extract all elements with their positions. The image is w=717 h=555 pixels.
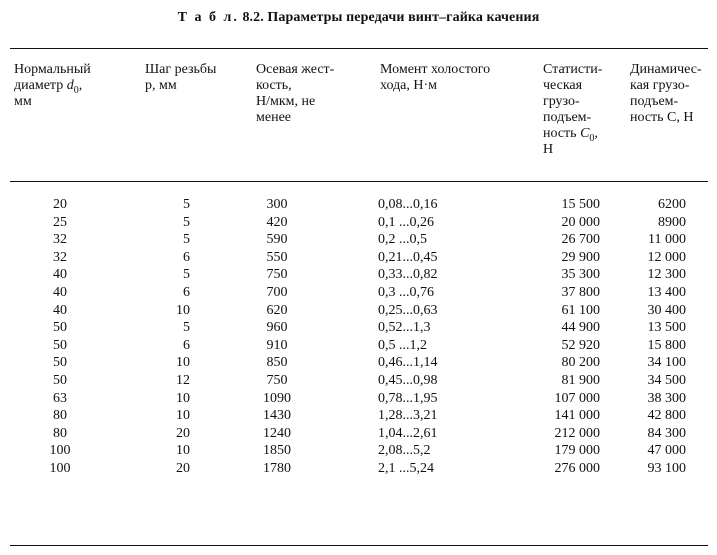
cell-pitch: 10	[176, 408, 190, 424]
header-line: Статисти-	[543, 62, 603, 77]
cell-static-capacity: 80 200	[561, 355, 600, 371]
cell-pitch: 5	[183, 267, 190, 283]
cell-static-capacity: 35 300	[561, 267, 600, 283]
header-subscript: 0	[589, 133, 595, 144]
header-static-capacity	[543, 62, 623, 158]
cell-diameter: 25	[53, 214, 67, 230]
cell-stiffness: 1780	[263, 460, 291, 476]
header-line: кость,	[256, 78, 292, 93]
cell-stiffness: 1240	[263, 425, 291, 441]
table-row	[0, 337, 717, 355]
header-line	[543, 126, 623, 142]
table-title-text: 8.2. Параметры передачи винт–гайка качения	[242, 10, 540, 25]
header-text: ,	[594, 126, 598, 141]
table-row	[0, 425, 717, 443]
header-dynamic-capacity	[630, 62, 712, 126]
header-line: мм	[14, 94, 32, 109]
cell-pitch: 5	[183, 320, 190, 336]
cell-idle-torque: 0,2 ...0,5	[378, 232, 427, 248]
cell-stiffness: 1090	[263, 390, 291, 406]
cell-static-capacity: 15 500	[561, 197, 600, 212]
cell-dynamic-capacity: 15 800	[647, 337, 686, 353]
header-rule	[10, 181, 708, 182]
cell-dynamic-capacity: 13 400	[647, 284, 686, 300]
cell-static-capacity: 61 100	[561, 302, 600, 318]
cell-static-capacity: 20 000	[561, 214, 600, 230]
cell-stiffness: 550	[266, 249, 288, 265]
cell-diameter: 80	[53, 425, 67, 441]
cell-diameter: 40	[53, 302, 67, 318]
cell-pitch: 10	[176, 443, 190, 459]
header-line: Динамичес-	[630, 62, 702, 77]
cell-idle-torque: 0,1 ...0,26	[378, 214, 434, 230]
table-row	[0, 390, 717, 408]
header-line: Момент холостого	[380, 62, 491, 77]
cell-diameter: 40	[53, 284, 67, 300]
cell-static-capacity: 212 000	[554, 425, 600, 441]
cell-diameter: 50	[53, 337, 67, 353]
cell-static-capacity: 26 700	[561, 232, 600, 248]
header-axial-stiffness	[256, 62, 366, 126]
cell-stiffness: 700	[266, 284, 288, 300]
cell-dynamic-capacity: 34 500	[647, 372, 686, 388]
cell-dynamic-capacity: 47 000	[647, 443, 686, 459]
table-row	[0, 319, 717, 337]
table-row	[0, 460, 717, 478]
cell-dynamic-capacity: 8900	[658, 214, 686, 230]
cell-dynamic-capacity: 38 300	[647, 390, 686, 406]
cell-dynamic-capacity: 34 100	[647, 355, 686, 371]
header-thread-pitch	[145, 62, 245, 94]
table-row	[0, 407, 717, 425]
cell-stiffness: 910	[266, 337, 288, 353]
table-row	[0, 442, 717, 460]
cell-dynamic-capacity: 11 000	[648, 232, 686, 248]
cell-pitch: 6	[183, 284, 190, 300]
table-row	[0, 196, 717, 214]
cell-stiffness: 750	[266, 372, 288, 388]
cell-static-capacity: 29 900	[561, 249, 600, 265]
table-row	[0, 354, 717, 372]
cell-static-capacity: 276 000	[554, 460, 600, 476]
cell-dynamic-capacity: 13 500	[647, 320, 686, 336]
cell-pitch: 10	[176, 390, 190, 406]
table-row	[0, 372, 717, 390]
cell-idle-torque: 0,45...0,98	[378, 372, 438, 388]
cell-pitch: 20	[176, 425, 190, 441]
header-symbol: C	[580, 126, 590, 141]
cell-idle-torque: 2,1 ...5,24	[378, 460, 434, 476]
cell-idle-torque: 0,5 ...1,2	[378, 337, 427, 353]
cell-idle-torque: 0,33...0,82	[378, 267, 438, 283]
cell-pitch: 5	[183, 197, 190, 212]
header-line: Н	[543, 142, 554, 157]
cell-pitch: 20	[176, 460, 190, 476]
cell-diameter: 32	[53, 249, 67, 265]
cell-pitch: 5	[183, 232, 190, 248]
cell-diameter: 40	[53, 267, 67, 283]
cell-stiffness: 1850	[263, 443, 291, 459]
cell-dynamic-capacity: 42 800	[647, 408, 686, 424]
header-line: ческая	[543, 78, 583, 93]
cell-pitch: 6	[183, 337, 190, 353]
cell-stiffness: 750	[266, 267, 288, 283]
cell-diameter: 50	[53, 355, 67, 371]
cell-pitch: 6	[183, 249, 190, 265]
cell-diameter: 50	[53, 372, 67, 388]
cell-pitch: 10	[176, 355, 190, 371]
cell-idle-torque: 0,52...1,3	[378, 320, 431, 336]
header-line: хода, Н·м	[380, 78, 438, 93]
table-body	[0, 196, 717, 478]
header-symbol: d	[66, 78, 74, 93]
table-title	[0, 10, 717, 26]
header-line: подъем-	[543, 110, 592, 125]
header-line: Н/мкм, не	[256, 94, 316, 109]
header-line: Осевая жест-	[256, 62, 335, 77]
cell-stiffness: 590	[266, 232, 288, 248]
header-line: p, мм	[145, 78, 177, 93]
header-idle-torque	[380, 62, 530, 94]
header-text: диаметр	[14, 78, 64, 93]
cell-idle-torque: 0,46...1,14	[378, 355, 438, 371]
cell-pitch: 10	[176, 302, 190, 318]
cell-dynamic-capacity: 12 000	[647, 249, 686, 265]
header-line: Нормальный	[14, 62, 91, 77]
header-text: ность	[543, 126, 577, 141]
cell-diameter: 100	[49, 460, 71, 476]
cell-diameter: 50	[53, 320, 67, 336]
cell-pitch: 12	[176, 372, 190, 388]
cell-static-capacity: 141 000	[554, 408, 600, 424]
top-rule	[10, 48, 708, 49]
header-line	[14, 78, 136, 94]
bottom-rule	[10, 545, 708, 546]
table-row	[0, 302, 717, 320]
cell-idle-torque: 0,78...1,95	[378, 390, 438, 406]
cell-idle-torque: 1,04...2,61	[378, 425, 438, 441]
cell-static-capacity: 52 920	[561, 337, 600, 353]
cell-idle-torque: 0,25...0,63	[378, 302, 438, 318]
cell-idle-torque: 1,28...3,21	[378, 408, 438, 424]
cell-pitch: 5	[183, 214, 190, 230]
cell-static-capacity: 81 900	[561, 372, 600, 388]
cell-stiffness: 620	[266, 302, 288, 318]
table-row	[0, 249, 717, 267]
cell-stiffness: 420	[266, 214, 288, 230]
cell-dynamic-capacity: 12 300	[647, 267, 686, 283]
header-line: кая грузо-	[630, 78, 690, 93]
header-line: грузо-	[543, 94, 580, 109]
header-text: ,	[78, 78, 83, 93]
cell-idle-torque: 0,3 ...0,76	[378, 284, 434, 300]
table-row	[0, 231, 717, 249]
cell-dynamic-capacity: 30 400	[647, 302, 686, 318]
cell-diameter: 63	[53, 390, 67, 406]
header-line: подъем-	[630, 94, 679, 109]
cell-stiffness: 960	[266, 320, 288, 336]
cell-static-capacity: 107 000	[554, 390, 600, 406]
cell-diameter: 100	[49, 443, 71, 459]
cell-idle-torque: 0,08...0,16	[378, 197, 438, 212]
table-row	[0, 214, 717, 232]
cell-stiffness: 300	[266, 197, 288, 212]
table-row	[0, 266, 717, 284]
cell-dynamic-capacity: 6200	[658, 197, 686, 212]
header-nominal-diameter	[14, 62, 136, 110]
cell-diameter: 80	[53, 408, 67, 424]
cell-dynamic-capacity: 93 100	[647, 460, 686, 476]
table-row	[0, 284, 717, 302]
cell-stiffness: 850	[266, 355, 288, 371]
header-line: менее	[256, 110, 291, 125]
header-line: ность C, Н	[630, 110, 694, 125]
cell-dynamic-capacity: 84 300	[647, 425, 686, 441]
cell-static-capacity: 37 800	[561, 284, 600, 300]
cell-diameter: 20	[53, 197, 67, 212]
header-subscript: 0	[73, 85, 79, 96]
cell-stiffness: 1430	[263, 408, 291, 424]
header-line: Шаг резьбы	[145, 62, 217, 77]
cell-static-capacity: 44 900	[561, 320, 600, 336]
cell-diameter: 32	[53, 232, 67, 248]
table-title-label: Т а б л.	[177, 10, 239, 25]
cell-idle-torque: 0,21...0,45	[378, 249, 438, 265]
cell-static-capacity: 179 000	[554, 443, 600, 459]
cell-idle-torque: 2,08...5,2	[378, 443, 431, 459]
